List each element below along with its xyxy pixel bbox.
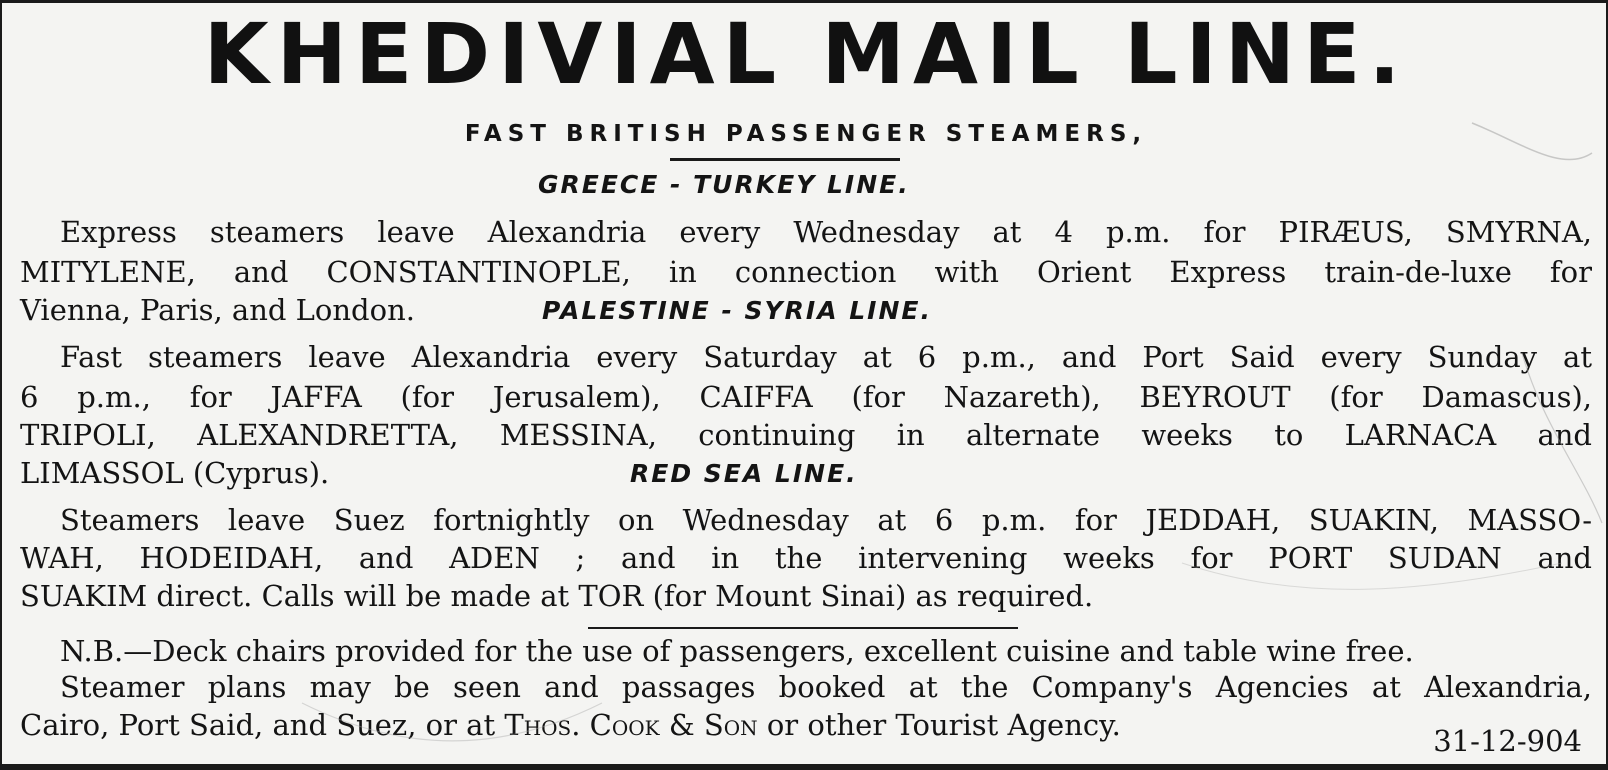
heading-palestine-syria: PALESTINE - SYRIA LINE. xyxy=(542,296,932,325)
text-line: 6 p.m., for JAFFA (for Jerusalem), CAIFFA (for Nazareth), BEYROUT (for Damascus), xyxy=(20,380,1592,414)
heading-red-sea: RED SEA LINE. xyxy=(630,459,858,488)
text-line: Fast steamers leave Alexandria every Saturday at 6 p.m., and Port Said every Sunday at xyxy=(60,340,1592,374)
advert-title: KHEDIVIAL MAIL LINE. xyxy=(203,5,1409,103)
date-code: 31-12-904 xyxy=(1433,724,1582,758)
text-line: MITYLENE, and CONSTANTINOPLE, in connection with Orient Express train-de-luxe for xyxy=(20,255,1592,289)
nb-note: N.B.—Deck chairs provided for the use of passengers, excellent cuisine and table wine free. xyxy=(60,634,1414,668)
text-line: LIMASSOL (Cyprus). xyxy=(20,456,330,490)
text-line: Steamers leave Suez fortnightly on Wednesday at 6 p.m. for JEDDAH, SUAKIN, MASSO- xyxy=(60,503,1592,537)
title-rule xyxy=(670,158,900,161)
text-line: WAH, HODEIDAH, and ADEN ; and in the intervening weeks for PORT SUDAN and xyxy=(20,541,1592,575)
advert-subtitle: FAST BRITISH PASSENGER STEAMERS, xyxy=(464,121,1148,147)
underline-rule xyxy=(588,627,1018,629)
agent-name: Thos. Cook & Son xyxy=(504,708,758,742)
text-line: TRIPOLI, ALEXANDRETTA, MESSINA, continuing in alternate weeks to LARNACA and xyxy=(20,418,1592,452)
heading-greece-turkey: GREECE - TURKEY LINE. xyxy=(538,170,910,199)
text-line: Vienna, Paris, and London. xyxy=(20,293,415,327)
text-line: Steamer plans may be seen and passages booked at the Company's Agencies at Alexandria, xyxy=(60,670,1592,704)
agency-line-end: or other Tourist Agency. xyxy=(766,708,1121,742)
agency-line-start: Cairo, Port Said, and Suez, or at xyxy=(20,708,496,742)
text-line: SUAKIM direct. Calls will be made at TOR (for Mount Sinai) as required. xyxy=(20,579,1094,613)
text-line: Express steamers leave Alexandria every Wednesday at 4 p.m. for PIRÆUS, SMYRNA, xyxy=(60,215,1592,249)
agency-line xyxy=(20,705,1121,745)
